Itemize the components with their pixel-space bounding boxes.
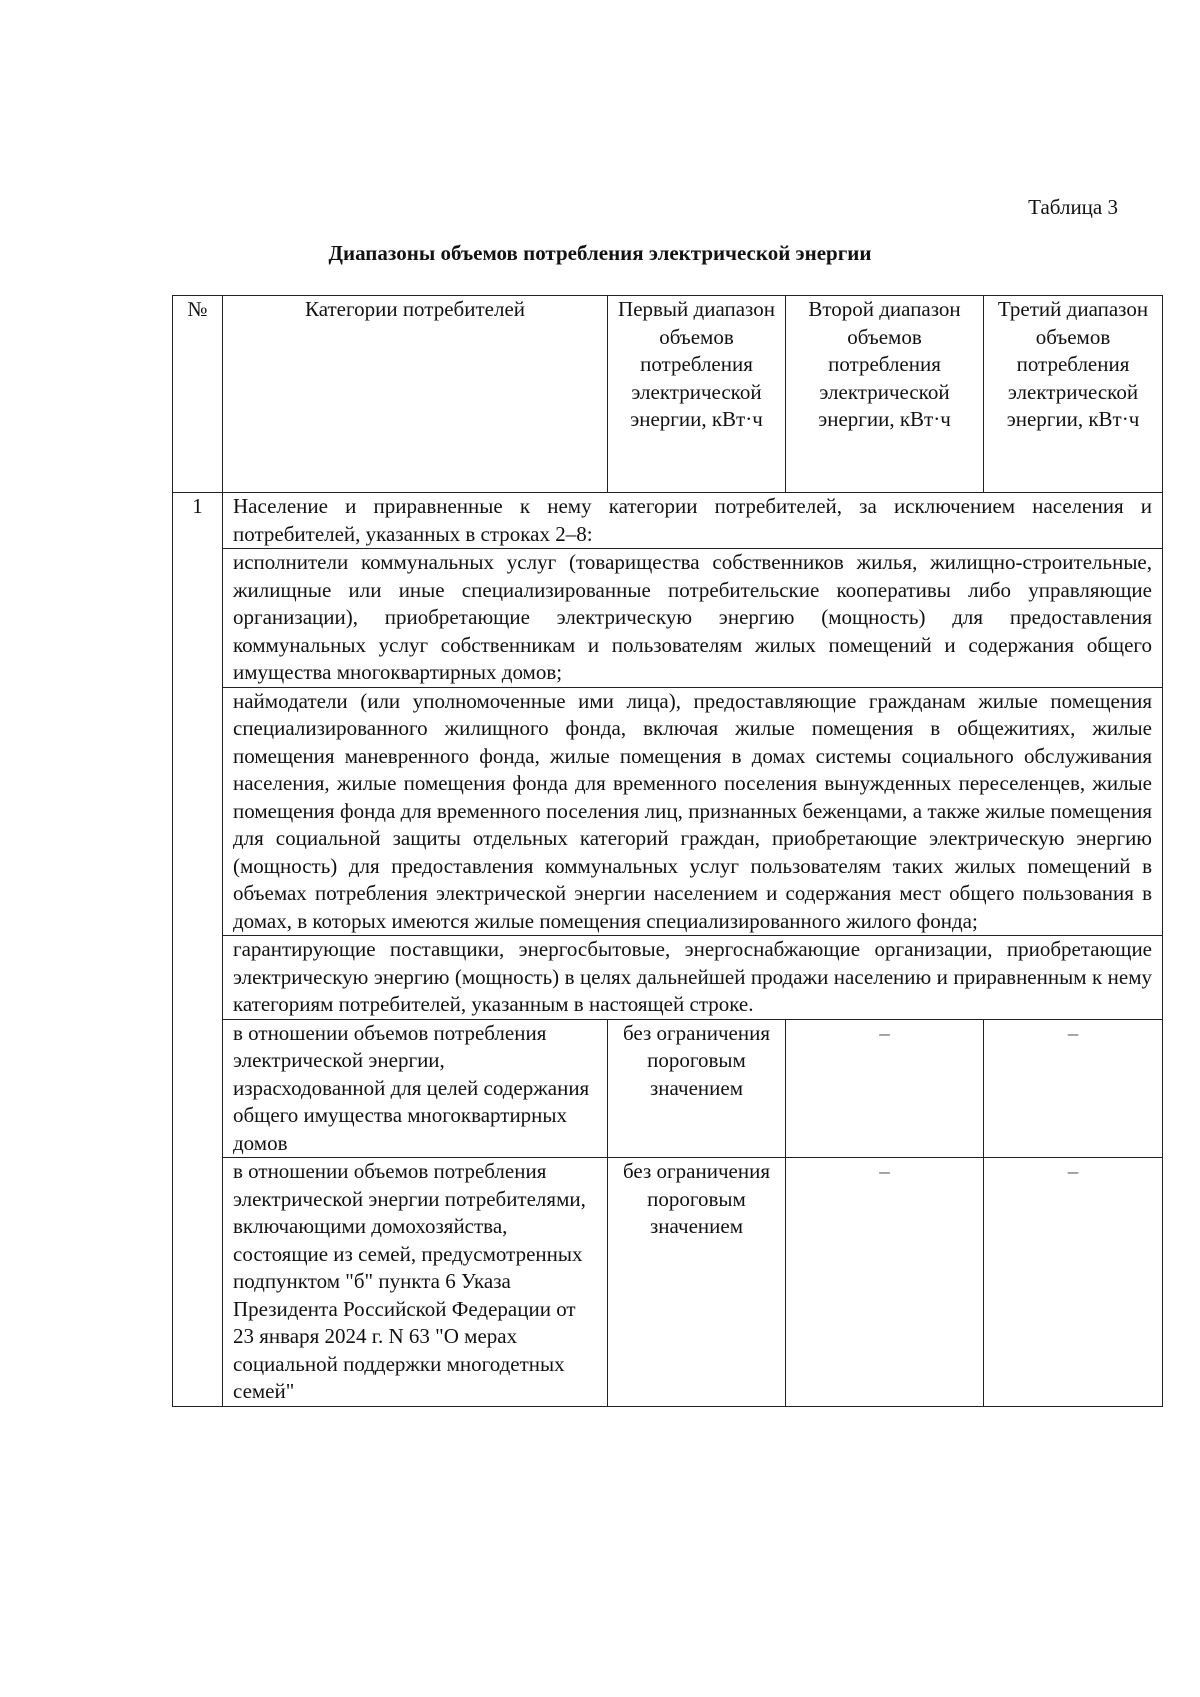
row-item-utility-providers: исполнители коммунальных услуг (товарищества собственников жилья, жилищно-строительные, жилищные или иные специализированные потребительские кооперативы либо управляющие организации), приобретающие электрическую энергию (мощность) для предоставления коммунальных услуг собственникам и пользователям жилых помещений и содержания общего имущества многоквартирных домов;	[223, 549, 1163, 688]
table-row	[173, 687, 1163, 936]
subrow-category: в отношении объемов потребления электрической энергии, израсходованной для целей содержания общего имущества многоквартирных домов	[223, 1019, 608, 1158]
table-row	[173, 1158, 1163, 1407]
table-row	[173, 1019, 1163, 1158]
subrow-second-range: –	[786, 1158, 984, 1407]
row-item-suppliers: гарантирующие поставщики, энергосбытовые, энергоснабжающие организации, приобретающие электрическую энергию (мощность) в целях дальнейшей продажи населению и приравненным к нему категориям потребителей, указанным в настоящей строке.	[223, 936, 1163, 1020]
subrow-first-range: без ограничения пороговым значением	[608, 1158, 786, 1407]
header-third-range: Третий диапазон объемов потребления электрической энергии, кВт·ч	[984, 296, 1163, 493]
subrow-third-range: –	[984, 1019, 1163, 1158]
table-row	[173, 936, 1163, 1020]
subrow-category: в отношении объемов потребления электрической энергии потребителями, включающими домохозяйства, состоящие из семей, предусмотренных подпунктом "б" пункта 6 Указа Президента Российской Федерации от 23 января 2024 г. N 63 "О мерах социальной поддержки многодетных семей"	[223, 1158, 608, 1407]
header-category: Категории потребителей	[223, 296, 608, 493]
table-row	[173, 549, 1163, 688]
header-first-range: Первый диапазон объемов потребления электрической энергии, кВт·ч	[608, 296, 786, 493]
subrow-first-range: без ограничения пороговым значением	[608, 1019, 786, 1158]
header-second-range: Второй диапазон объемов потребления электрической энергии, кВт·ч	[786, 296, 984, 493]
row-number: 1	[173, 493, 223, 1407]
row-intro-text: Население и приравненные к нему категории потребителей, за исключением населения и потребителей, указанных в строках 2–8:	[223, 493, 1163, 549]
row-item-landlords: наймодатели (или уполномоченные ими лица), предоставляющие гражданам жилые помещения специализированного жилищного фонда, включая жилые помещения в общежитиях, жилые помещения маневренного фонда, жилые помещения в домах системы социального обслуживания населения, жилые помещения фонда для временного поселения вынужденных переселенцев, жилые помещения фонда для временного поселения лиц, признанных беженцами, а также жилые помещения для социальной защиты отдельных категорий граждан, приобретающие электрическую энергию (мощность) для предоставления коммунальных услуг пользователям таких жилых помещений в объемах потребления электрической энергии населением и содержания мест общего пользования в домах, в которых имеются жилые помещения специализированного жилого фонда;	[223, 687, 1163, 936]
table-number: Таблица 3	[1028, 195, 1118, 219]
header-number: №	[173, 296, 223, 493]
table-header-row	[173, 296, 1163, 493]
table-title: Диапазоны объемов потребления электрической энергии	[328, 241, 872, 265]
table-row	[173, 493, 1163, 549]
consumption-ranges-table	[172, 295, 1163, 1407]
subrow-third-range: –	[984, 1158, 1163, 1407]
subrow-second-range: –	[786, 1019, 984, 1158]
